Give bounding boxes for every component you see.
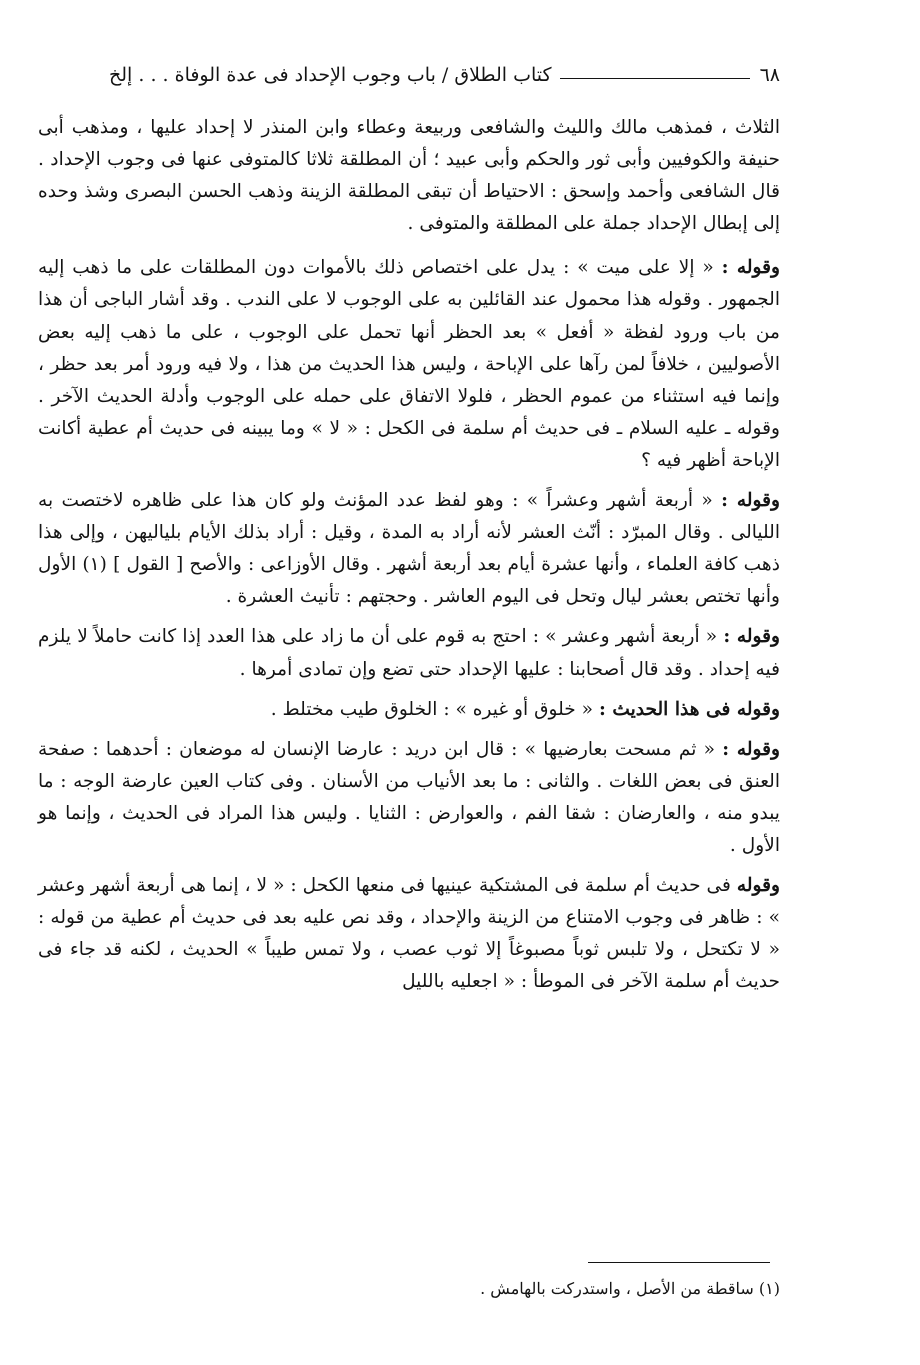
paragraph <box>38 252 780 477</box>
paragraph-lead: وقوله فى هذا الحديث : <box>598 698 780 720</box>
paragraph-lead: وقوله : <box>722 738 780 760</box>
paragraph <box>38 621 780 685</box>
paragraph-text: « إلا على ميت » : يدل على اختصاص ذلك بالأموات دون المطلقات على ما ذهب إليه الجمهور . وقوله هذا محمول عند القائلين به على الوجوب لا على الندب . وقد أشار الباجى أن هذا من باب ورود لفظة « أفعل » بعد الحظر أنها تحمل على الوجوب ، على ما ذهب إليه بعض الأصوليين ، خلافاً لمن رآها على الإباحة ، وليس هذا الحديث من هذا ، ولا فيه ورود أمر بعد حظر ، وإنما فيه استثناء من عموم الحظر ، فلولا الاتفاق على حمله على الوجوب وأدلة الحديث الآخر . وقوله ـ عليه السلام ـ فى حديث أم سلمة فى الكحل : « لا » وما يبينه فى حديث أم عطية أكانت الإباحة أظهر فيه ؟ <box>38 257 780 471</box>
paragraph <box>38 870 780 998</box>
paragraph-text: « ثم مسحت بعارضيها » : قال ابن دريد : عارضا الإنسان له موضعان : أحدهما : صفحة العنق فى بعض اللغات . والثانى : ما بعد الأنياب من الأسنان . وفى كتاب العين عارضة الوجه : ما يبدو منه ، والعارضان : شقا الفم ، والعوارض : الثنايا . وليس هذا المراد فى الحديث ، وإنما هو الأول . <box>38 738 780 856</box>
paragraph <box>38 112 780 240</box>
paragraph <box>38 734 780 862</box>
paragraph-lead: وقوله : <box>721 257 780 279</box>
paragraph-text: « أربعة أشهر وعشر » : احتج به قوم على أن ما زاد على هذا العدد إذا كانت حاملاً لا يلزم فيه إحداد . وقد قال أصحابنا : عليها الإحداد حتى تضع وإن تمادى أمرها . <box>38 626 780 680</box>
paragraph-lead: وقوله : <box>721 490 780 512</box>
footnote: (١) ساقطة من الأصل ، واستدركت بالهامش . <box>480 1279 780 1298</box>
paragraph <box>38 694 780 726</box>
paragraph-lead: وقوله <box>736 875 780 897</box>
paragraph-text: « أربعة أشهر وعشراً » : وهو لفظ عدد المؤنث ولو كان هذا على ظاهره لاختصت به الليالى . وقال المبرّد : أنّث العشر لأنه أراد به المدة ، وقيل : أراد بذلك الأيام بلياليهن ، وإلى هذا ذهب كافة العلماء ، وأنها عشرة أيام بعد أربعة أشهر . وقال الأوزاعى : والأصح [ القول ] (١) الأول وأنها تختص بعشر ليال وتحل فى اليوم العاشر . وحجتهم : تأنيث العشرة . <box>38 490 780 608</box>
header-title: كتاب الطلاق / باب وجوب الإحداد فى عدة الوفاة . . . إلخ <box>109 64 552 86</box>
paragraph-text: الثلاث ، فمذهب مالك والليث والشافعى وربيعة وعطاء وابن المنذر لا إحداد عليها ، ومذهب أبى حنيفة والكوفيين وأبى ثور والحكم وأبى عبيد ؛ أن المطلقة ثلاثا كالمتوفى عنها فى وجوب الإحداد . قال الشافعى وأحمد وإسحق : الاحتياط أن تبقى المطلقة الزينة وذهب الحسن البصرى وشذ وحده إلى إبطال الإحداد جملة على المطلقة والمتوفى . <box>38 117 780 235</box>
running-header <box>38 58 780 92</box>
page-number: ٦٨ <box>759 64 780 86</box>
footnote-rule <box>588 1262 770 1263</box>
paragraph-text: فى حديث أم سلمة فى المشتكية عينيها فى منعها الكحل : « لا ، إنما هى أربعة أشهر وعشر » : ظاهر فى وجوب الامتناع من الزينة والإحداد ، وقد نص عليه بعد فى حديث أم عطية من قوله : « لا تكتحل ، ولا تلبس ثوباً مصبوغاً إلا ثوب عصب ، ولا تمس طيباً » الحديث ، لكنه قد جاء فى حديث أم سلمة الآخر فى الموطأ : « اجعليه بالليل <box>38 875 780 993</box>
paragraph-text: « خلوق أو غيره » : الخلوق طيب مختلط . <box>270 698 594 720</box>
body-text <box>38 112 780 1006</box>
paragraph-lead: وقوله : <box>723 626 780 648</box>
header-rule <box>560 78 750 79</box>
paragraph <box>38 485 780 613</box>
